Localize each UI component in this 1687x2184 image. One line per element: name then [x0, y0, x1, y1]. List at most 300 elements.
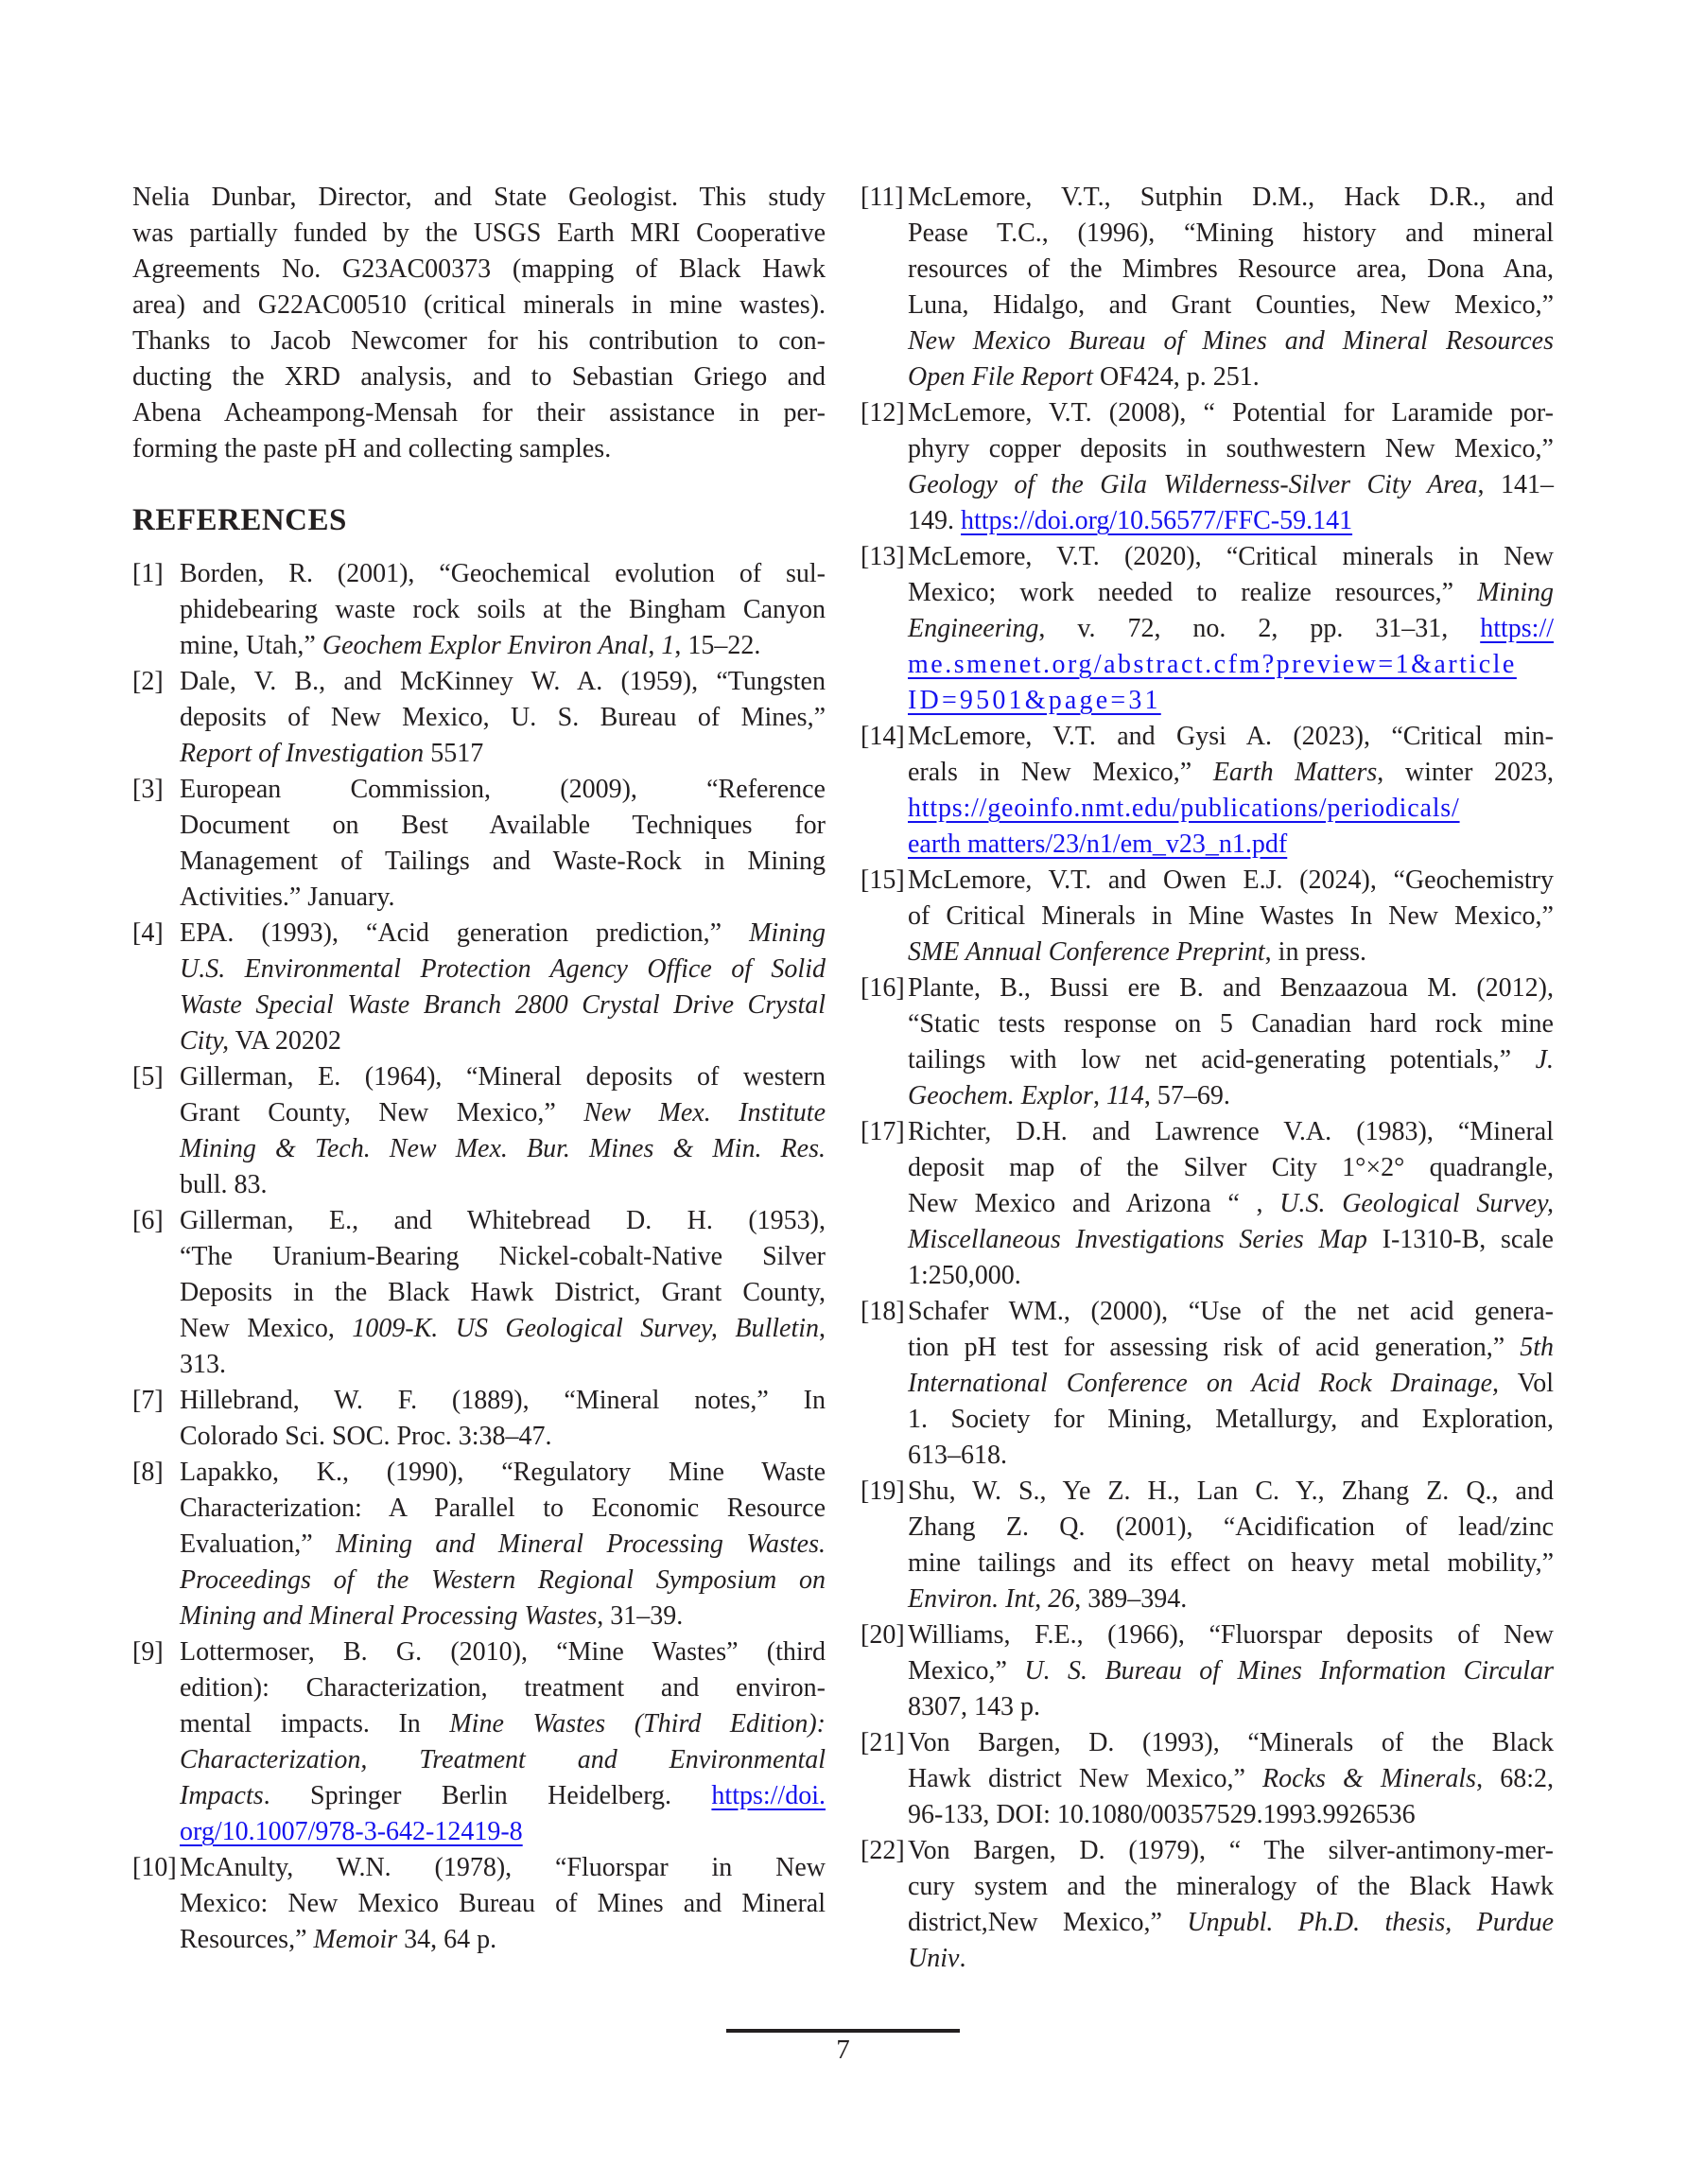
italic-text: Waste Special Waste Branch 2800 Crystal Drive Crystal	[180, 990, 826, 1020]
reference-text: of Critical Minerals in Mine Wastes In New Mexico,”	[908, 901, 1554, 931]
italic-text: J.	[1535, 1045, 1554, 1075]
reference-item	[132, 772, 826, 916]
right-column	[861, 180, 1554, 1977]
reference-line	[908, 1258, 1554, 1294]
reference-item	[861, 395, 1554, 539]
reference-line	[180, 1419, 826, 1455]
reference-body	[908, 1294, 1554, 1474]
reference-text: Lottermoser, B. G. (2010), “Mine Wastes” (third	[180, 1637, 826, 1667]
reference-text: Hillebrand, W. F. (1889), “Mineral notes,” In	[180, 1386, 826, 1415]
url-link[interactable]: ID=9501&page=31	[908, 686, 1161, 715]
italic-text: Univ	[908, 1944, 960, 1973]
reference-item	[132, 1383, 826, 1455]
reference-line	[908, 1150, 1554, 1186]
reference-text: , 68:2,	[1476, 1764, 1555, 1793]
reference-body	[180, 1383, 826, 1455]
reference-line	[908, 1078, 1554, 1114]
reference-line	[180, 1634, 826, 1670]
reference-line	[908, 1833, 1554, 1869]
reference-number: [3]	[132, 775, 164, 804]
reference-text: Lapakko, K., (1990), “Regulatory Mine Waste	[180, 1458, 826, 1487]
reference-line	[908, 791, 1554, 827]
reference-text: McLemore, V.T., Sutphin D.M., Hack D.R., and	[908, 183, 1554, 212]
left-column	[132, 180, 826, 1977]
reference-number: [6]	[132, 1206, 164, 1235]
reference-line	[180, 1167, 826, 1203]
paragraph-line: ducting the XRD analysis, and to Sebastian Griego and	[132, 362, 826, 392]
reference-line	[180, 592, 826, 628]
reference-text: McAnulty, W.N. (1978), “Fluorspar in New	[180, 1853, 826, 1882]
reference-body	[908, 863, 1554, 970]
reference-line	[908, 1653, 1554, 1689]
reference-text: Luna, Hidalgo, and Grant Counties, New Mexico,”	[908, 290, 1554, 320]
italic-text: 1009-K. US Geological Survey, Bulletin	[352, 1314, 819, 1343]
italic-text: Proceedings of the Western Regional Symposium on	[180, 1565, 826, 1595]
reference-item	[132, 1634, 826, 1850]
italic-text: New Mex. Institute	[583, 1098, 826, 1127]
italic-text: City,	[180, 1026, 230, 1056]
italic-text: SME Annual Conference Preprint	[908, 937, 1265, 967]
italic-text: Miscellaneous Investigations Series Map	[908, 1225, 1367, 1254]
reference-body	[908, 1833, 1554, 1977]
reference-line	[908, 1725, 1554, 1761]
reference-text: Pease T.C., (1996), “Mining history and mineral	[908, 218, 1554, 248]
reference-line	[908, 1294, 1554, 1330]
reference-text: 5517	[424, 739, 484, 768]
reference-text: ,	[1092, 1081, 1106, 1110]
reference-text: 1:250,000.	[908, 1261, 1021, 1290]
page-content	[132, 180, 1554, 1977]
reference-text: , 389–394.	[1074, 1584, 1188, 1614]
italic-text: Open File Report	[908, 362, 1093, 392]
paragraph-line: Abena Acheampong-Mensah for their assistance in per-	[132, 398, 826, 428]
reference-line	[908, 611, 1554, 647]
reference-item	[132, 556, 826, 664]
reference-text: 8307, 143 p.	[908, 1692, 1040, 1721]
italic-text: 26	[1048, 1584, 1075, 1614]
reference-text: New Mexico,	[180, 1314, 353, 1343]
reference-body	[180, 772, 826, 916]
reference-text: Colorado Sci. SOC. Proc. 3:38–47.	[180, 1422, 552, 1451]
reference-line	[908, 1042, 1554, 1078]
reference-text: Mexico,”	[908, 1656, 1025, 1686]
reference-line	[908, 1402, 1554, 1438]
italic-text: Mining	[749, 918, 826, 948]
reference-text: Characterization: A Parallel to Economic Resource	[180, 1494, 826, 1523]
reference-text: Zhang Z. Q. (2001), “Acidification of lead/zinc	[908, 1512, 1554, 1542]
reference-line	[180, 1706, 826, 1742]
italic-text: Memoir	[313, 1925, 398, 1954]
url-link[interactable]: org/10.1007/978-3-642-12419-8	[180, 1817, 523, 1846]
reference-text: , 31–39.	[597, 1601, 684, 1631]
italic-text: 1	[661, 631, 675, 660]
reference-text: , v. 72, no. 2, pp. 31–31,	[1038, 614, 1481, 643]
reference-line	[908, 503, 1554, 539]
reference-line	[908, 1114, 1554, 1150]
reference-line	[180, 736, 826, 772]
reference-line	[180, 1563, 826, 1599]
reference-item	[132, 916, 826, 1059]
italic-text: Environ. Int	[908, 1584, 1035, 1614]
italic-text: U.S. Environmental Protection Agency Office of Solid	[180, 954, 826, 984]
reference-text: .	[959, 1944, 966, 1973]
reference-item	[861, 1725, 1554, 1833]
reference-text: Document on Best Available Techniques for	[180, 811, 826, 840]
reference-line	[180, 1742, 826, 1778]
reference-item	[861, 539, 1554, 719]
reference-text: Plante, B., Bussi ere B. and Benzaazoua M. (2012),	[908, 973, 1554, 1003]
reference-number: [10]	[132, 1853, 177, 1882]
url-link[interactable]: https://	[1480, 614, 1554, 643]
reference-line	[180, 1814, 826, 1850]
reference-line	[180, 1023, 826, 1059]
references-list-left	[132, 556, 826, 1958]
reference-item	[132, 1850, 826, 1958]
reference-line	[908, 970, 1554, 1006]
reference-line	[180, 1347, 826, 1383]
italic-text: Mining	[1477, 578, 1554, 607]
reference-text: mine tailings and its effect on heavy metal mobility,”	[908, 1548, 1554, 1578]
reference-line	[908, 1222, 1554, 1258]
reference-text: Mexico: New Mexico Bureau of Mines and Mineral	[180, 1889, 826, 1918]
reference-text: EPA. (1993), “Acid generation prediction,”	[180, 918, 750, 948]
reference-text: 96-133, DOI: 10.1080/00357529.1993.9926536	[908, 1800, 1416, 1829]
reference-line	[908, 395, 1554, 431]
reference-number: [19]	[861, 1476, 905, 1506]
reference-text: bull. 83.	[180, 1170, 268, 1199]
reference-number: [15]	[861, 865, 905, 895]
reference-line	[908, 180, 1554, 216]
reference-text: resources of the Mimbres Resource area, Dona Ana,	[908, 254, 1554, 284]
reference-body	[180, 1634, 826, 1850]
reference-body	[180, 1850, 826, 1958]
reference-item	[132, 1455, 826, 1634]
reference-line	[180, 556, 826, 592]
reference-line	[908, 431, 1554, 467]
italic-text: 114	[1105, 1081, 1144, 1110]
reference-body	[908, 539, 1554, 719]
reference-text: 613–618.	[908, 1441, 1007, 1470]
reference-item	[861, 863, 1554, 970]
reference-body	[180, 1059, 826, 1203]
url-link[interactable]: me.smenet.org/abstract.cfm?preview=1&article	[908, 650, 1517, 679]
reference-text: Activities.” January.	[180, 882, 395, 912]
reference-body	[908, 970, 1554, 1114]
italic-text: International Conference on Acid Rock Drainage,	[908, 1369, 1500, 1398]
reference-number: [5]	[132, 1062, 164, 1092]
reference-line	[180, 1778, 826, 1814]
url-link[interactable]: https://doi.	[711, 1781, 826, 1810]
reference-line	[908, 1438, 1554, 1474]
references-heading: REFERENCES	[132, 503, 347, 537]
reference-line	[908, 1905, 1554, 1941]
italic-text: Mining and Mineral Processing Wastes	[180, 1601, 598, 1631]
reference-line	[180, 772, 826, 808]
reference-line	[908, 1510, 1554, 1546]
reference-body	[908, 1725, 1554, 1833]
acknowledgments-paragraph	[132, 180, 826, 467]
reference-text: deposit map of the Silver City 1°×2° quadrangle,	[908, 1153, 1554, 1182]
reference-body	[908, 1474, 1554, 1617]
reference-text: Gillerman, E., and Whitebread D. H. (1953),	[180, 1206, 826, 1235]
reference-number: [14]	[861, 722, 905, 751]
reference-line	[180, 1095, 826, 1131]
url-link[interactable]: https://doi.org/10.56577/FFC-59.141	[961, 506, 1353, 535]
italic-text: U. S. Bureau of Mines Information Circular	[1024, 1656, 1554, 1686]
italic-text: Mining and Mineral Processing Wastes.	[336, 1529, 826, 1559]
reference-text: Grant County, New Mexico,”	[180, 1098, 584, 1127]
reference-line	[908, 1474, 1554, 1510]
reference-body	[908, 1617, 1554, 1725]
reference-text: McLemore, V.T. and Owen E.J. (2024), “Geochemistry	[908, 865, 1554, 895]
reference-line	[180, 1275, 826, 1311]
reference-line	[180, 664, 826, 700]
reference-item	[861, 1617, 1554, 1725]
reference-line	[908, 935, 1554, 970]
reference-line	[180, 1131, 826, 1167]
reference-number: [1]	[132, 559, 164, 588]
reference-text: McLemore, V.T. (2020), “Critical minerals in New	[908, 542, 1554, 571]
reference-body	[908, 1114, 1554, 1294]
italic-text: Geochem. Explor	[908, 1081, 1093, 1110]
reference-item	[132, 664, 826, 772]
reference-line	[908, 539, 1554, 575]
reference-text: phyry copper deposits in southwestern New Mexico,”	[908, 434, 1554, 463]
reference-line	[908, 647, 1554, 683]
italic-text: New Mexico Bureau of Mines and Mineral Resources	[908, 326, 1554, 356]
reference-item	[861, 1294, 1554, 1474]
reference-text: erals in New Mexico,”	[908, 758, 1213, 787]
reference-line	[908, 1006, 1554, 1042]
reference-item	[861, 1114, 1554, 1294]
reference-line	[908, 1761, 1554, 1797]
reference-text: phidebearing waste rock soils at the Bingham Canyon	[180, 595, 826, 624]
reference-item	[861, 1833, 1554, 1977]
reference-text: Richter, D.H. and Lawrence V.A. (1983), “Mineral	[908, 1117, 1554, 1146]
reference-number: [12]	[861, 398, 905, 428]
reference-text: Evaluation,”	[180, 1529, 337, 1559]
reference-text: Von Bargen, D. (1993), “Minerals of the Black	[908, 1728, 1554, 1757]
italic-text: Geology of the Gila Wilderness-Silver City Area	[908, 470, 1478, 499]
reference-text: McLemore, V.T. and Gysi A. (2023), “Critical min-	[908, 722, 1554, 751]
reference-body	[908, 719, 1554, 863]
reference-line	[908, 359, 1554, 395]
reference-line	[180, 1886, 826, 1922]
reference-body	[180, 556, 826, 664]
reference-number: [4]	[132, 918, 164, 948]
reference-line	[908, 1546, 1554, 1581]
reference-item	[861, 719, 1554, 863]
reference-line	[908, 323, 1554, 359]
reference-text: Gillerman, E. (1964), “Mineral deposits of western	[180, 1062, 826, 1092]
reference-text: Shu, W. S., Ye Z. H., Lan C. Y., Zhang Z. Q., and	[908, 1476, 1554, 1506]
reference-text: European Commission, (2009), “Reference	[180, 775, 826, 804]
reference-line	[908, 467, 1554, 503]
reference-item	[132, 1059, 826, 1203]
reference-text: ,	[819, 1314, 826, 1343]
reference-text: district,New Mexico,”	[908, 1908, 1188, 1937]
reference-text: Von Bargen, D. (1979), “ The silver-antimony-mer-	[908, 1836, 1554, 1865]
reference-line	[180, 844, 826, 880]
reference-text: Borden, R. (2001), “Geochemical evolution of sul-	[180, 559, 826, 588]
reference-line	[180, 880, 826, 916]
reference-line	[180, 987, 826, 1023]
reference-line	[908, 575, 1554, 611]
reference-text: Williams, F.E., (1966), “Fluorspar deposits of New	[908, 1620, 1554, 1650]
reference-text: deposits of New Mexico, U. S. Bureau of Mines,”	[180, 703, 826, 732]
reference-number: [22]	[861, 1836, 905, 1865]
reference-line	[180, 628, 826, 664]
paragraph-line: area) and G22AC00510 (critical minerals in mine wastes).	[132, 290, 826, 320]
reference-body	[180, 1455, 826, 1634]
reference-text: Mexico; work needed to realize resources,”	[908, 578, 1478, 607]
reference-text: cury system and the mineralogy of the Black Hawk	[908, 1872, 1554, 1901]
reference-text: 313.	[180, 1350, 226, 1379]
reference-text: New Mexico and Arizona “ ,	[908, 1189, 1280, 1218]
reference-line	[180, 1670, 826, 1706]
paragraph-line: was partially funded by the USGS Earth MRI Cooperative	[132, 218, 826, 248]
italic-text: Unpubl. Ph.D. thesis, Purdue	[1187, 1908, 1554, 1937]
reference-line	[180, 1850, 826, 1886]
reference-line	[908, 683, 1554, 719]
reference-text: Dale, V. B., and McKinney W. A. (1959), “Tungsten	[180, 667, 826, 696]
reference-text: Management of Tailings and Waste-Rock in Mining	[180, 847, 826, 876]
italic-text: Characterization, Treatment and Environmental	[180, 1745, 826, 1774]
reference-body	[180, 916, 826, 1059]
reference-text: edition): Characterization, treatment and environ-	[180, 1673, 826, 1703]
reference-line	[908, 1186, 1554, 1222]
reference-text: , 57–69.	[1143, 1081, 1230, 1110]
reference-line	[180, 1203, 826, 1239]
reference-text: “Static tests response on 5 Canadian hard rock mine	[908, 1009, 1554, 1039]
reference-number: [8]	[132, 1458, 164, 1487]
reference-number: [2]	[132, 667, 164, 696]
reference-body	[908, 180, 1554, 395]
reference-line	[908, 1581, 1554, 1617]
reference-line	[180, 952, 826, 987]
reference-text: ,	[648, 631, 662, 660]
paragraph-line: Nelia Dunbar, Director, and State Geologist. This study	[132, 183, 826, 212]
paragraph-line: Agreements No. G23AC00373 (mapping of Black Hawk	[132, 254, 826, 284]
reference-line	[908, 719, 1554, 755]
reference-line	[908, 216, 1554, 252]
reference-item	[861, 1474, 1554, 1617]
reference-line	[908, 1797, 1554, 1833]
reference-line	[908, 1330, 1554, 1366]
reference-number: [16]	[861, 973, 905, 1003]
reference-line	[180, 1599, 826, 1634]
reference-line	[908, 899, 1554, 935]
italic-text: Mine Wastes (Third Edition):	[449, 1709, 826, 1738]
reference-number: [18]	[861, 1297, 905, 1326]
reference-number: [20]	[861, 1620, 905, 1650]
italic-text: U.S. Geological Survey,	[1279, 1189, 1554, 1218]
italic-text: Impacts	[180, 1781, 264, 1810]
reference-number: [9]	[132, 1637, 164, 1667]
paragraph-line: forming the paste pH and collecting samples.	[132, 434, 612, 463]
url-link[interactable]: earth matters/23/n1/em_v23_n1.pdf	[908, 830, 1288, 859]
reference-line	[180, 1059, 826, 1095]
reference-text: mine, Utah,”	[180, 631, 322, 660]
reference-line	[908, 1366, 1554, 1402]
reference-line	[908, 827, 1554, 863]
reference-text: , in press.	[1264, 937, 1366, 967]
reference-text: VA 20202	[229, 1026, 341, 1056]
reference-text: 1. Society for Mining, Metallurgy, and Exploration,	[908, 1405, 1554, 1434]
reference-text: . Springer Berlin Heidelberg.	[263, 1781, 712, 1810]
reference-line	[180, 1922, 826, 1958]
reference-text: McLemore, V.T. (2008), “ Potential for Laramide por-	[908, 398, 1554, 428]
reference-line	[908, 755, 1554, 791]
reference-number: [13]	[861, 542, 905, 571]
reference-line	[180, 1383, 826, 1419]
reference-text: tion pH test for assessing risk of acid generation,”	[908, 1333, 1521, 1362]
reference-line	[908, 252, 1554, 288]
reference-line	[180, 1455, 826, 1491]
reference-line	[180, 808, 826, 844]
reference-body	[180, 664, 826, 772]
italic-text: Rocks & Minerals	[1262, 1764, 1477, 1793]
reference-text: , 141–	[1477, 470, 1555, 499]
paragraph-line: Thanks to Jacob Newcomer for his contribution to con-	[132, 326, 826, 356]
url-link[interactable]: https://geoinfo.nmt.edu/publications/periodicals/	[908, 794, 1460, 823]
reference-line	[180, 1311, 826, 1347]
reference-text: Vol	[1499, 1369, 1554, 1398]
reference-text: 34, 64 p.	[397, 1925, 497, 1954]
reference-text: Hawk district New Mexico,”	[908, 1764, 1263, 1793]
reference-text: Schafer WM., (2000), “Use of the net acid genera-	[908, 1297, 1554, 1326]
reference-line	[908, 288, 1554, 323]
reference-line	[908, 1689, 1554, 1725]
reference-line	[908, 1941, 1554, 1977]
italic-text: Geochem Explor Environ Anal	[322, 631, 649, 660]
reference-line	[908, 1869, 1554, 1905]
page-number: 7	[836, 2035, 850, 2065]
reference-text: , winter 2023,	[1377, 758, 1555, 787]
italic-text: Report of Investigation	[180, 739, 425, 768]
reference-line	[180, 1491, 826, 1527]
italic-text: Earth Matters	[1212, 758, 1378, 787]
footer-rule	[726, 2029, 960, 2033]
italic-text: Mining & Tech. New Mex. Bur. Mines & Min. Res.	[180, 1134, 826, 1163]
reference-item	[132, 1203, 826, 1383]
reference-number: [17]	[861, 1117, 905, 1146]
reference-text: OF424, p. 251.	[1092, 362, 1260, 392]
reference-text: Deposits in the Black Hawk District, Grant County,	[180, 1278, 826, 1307]
reference-body	[908, 395, 1554, 539]
reference-text: I-1310-B, scale	[1366, 1225, 1554, 1254]
reference-line	[180, 1239, 826, 1275]
reference-number: [21]	[861, 1728, 905, 1757]
reference-text: 149.	[908, 506, 961, 535]
reference-line	[180, 700, 826, 736]
reference-number: [11]	[861, 183, 904, 212]
references-list-right	[861, 180, 1554, 1977]
reference-line	[908, 1617, 1554, 1653]
reference-line	[180, 916, 826, 952]
reference-line	[908, 863, 1554, 899]
italic-text: 5th	[1520, 1333, 1554, 1362]
reference-body	[180, 1203, 826, 1383]
italic-text: Engineering	[908, 614, 1039, 643]
reference-number: [7]	[132, 1386, 164, 1415]
reference-text: tailings with low net acid-generating potentials,”	[908, 1045, 1536, 1075]
reference-item	[861, 180, 1554, 395]
reference-text: mental impacts. In	[180, 1709, 450, 1738]
reference-text: , 15–22.	[674, 631, 761, 660]
reference-item	[861, 970, 1554, 1114]
reference-text: Resources,”	[180, 1925, 314, 1954]
